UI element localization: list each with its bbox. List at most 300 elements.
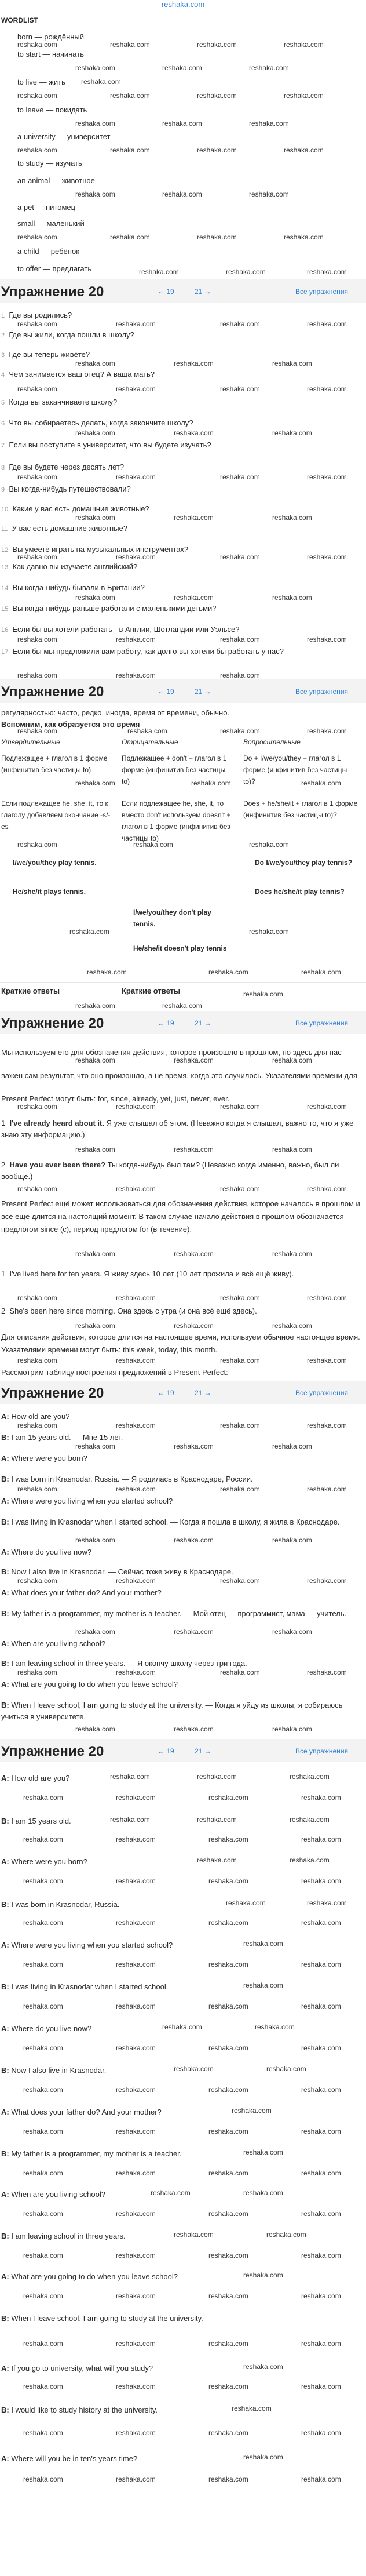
watermark: reshaka.com [272, 1628, 312, 1636]
prev-exercise-button[interactable]: ← 19 [158, 687, 174, 696]
next-exercise-number: 21 [195, 1389, 203, 1397]
watermark: reshaka.com [139, 268, 179, 276]
watermark: reshaka.com [284, 233, 324, 241]
line-text: Where were you born? [11, 1454, 87, 1462]
dialogue-line [1, 2189, 105, 2200]
speaker: A: [1, 1454, 9, 1462]
watermark: reshaka.com [116, 473, 156, 481]
line-text: I would like to study history at the university. [11, 2406, 158, 2414]
line-text: When I leave school, I am going to study at the university. — Когда я уйду из школы, я собираюсь учиться в университете. [1, 1701, 343, 1721]
example-en: Have you ever been there? [9, 1160, 105, 1169]
watermark: reshaka.com [220, 320, 260, 328]
question-text: Что вы собираетесь делать, когда закончите школу? [9, 419, 193, 427]
watermark: reshaka.com [301, 1919, 341, 1927]
watermark: reshaka.com [220, 1185, 260, 1193]
next-exercise-number: 21 [195, 687, 203, 696]
watermark: reshaka.com [307, 385, 347, 393]
watermark: reshaka.com [307, 1421, 347, 1429]
prev-exercise-number: 19 [166, 1389, 174, 1397]
watermark: reshaka.com [301, 2429, 341, 2437]
line-text: Where do you live now? [11, 1548, 92, 1556]
question-number: 13 [1, 564, 9, 571]
question-number: 1 [1, 312, 5, 319]
question-number: 11 [1, 526, 8, 533]
watermark: reshaka.com [75, 1628, 115, 1636]
question-item [1, 504, 149, 513]
question-item [1, 625, 240, 634]
watermark: reshaka.com [249, 119, 289, 128]
wordlist-item: to live — жить [17, 78, 65, 86]
watermark: reshaka.com [232, 2404, 272, 2413]
watermark: reshaka.com [272, 1322, 312, 1330]
next-exercise-button[interactable]: 21 → [195, 687, 211, 696]
table-cell: Если подлежащее he, she, it, то к глаголу добавляем окончание -s/-es [1, 799, 111, 831]
watermark: reshaka.com [301, 779, 341, 787]
dialogue-line [1, 1700, 360, 1723]
watermark: reshaka.com [220, 1421, 260, 1429]
watermark: reshaka.com [23, 1960, 63, 1969]
watermark: reshaka.com [174, 594, 214, 602]
example-en: I've already heard about it. [9, 1119, 104, 1127]
watermark: reshaka.com [266, 2065, 306, 2073]
speaker: B: [1, 2232, 9, 2240]
watermark: reshaka.com [301, 2382, 341, 2391]
table-cell: Подлежащее + don't + глагол в 1 форме (инфинитив без частицы to) [122, 754, 227, 785]
line-text: What does your father do? And your mother? [11, 2108, 162, 2116]
line-text: Where were you living when you started school? [11, 1941, 173, 1949]
watermark: reshaka.com [17, 1103, 57, 1111]
question-number: 4 [1, 372, 5, 379]
watermark: reshaka.com [272, 359, 312, 368]
watermark: reshaka.com [17, 1294, 57, 1302]
watermark: reshaka.com [174, 514, 214, 522]
wordlist-item: a pet — питомец [17, 203, 76, 212]
speaker: B: [1, 1817, 9, 1825]
speaker: B: [1, 1900, 9, 1909]
watermark: reshaka.com [110, 41, 150, 49]
question-item [1, 463, 124, 471]
watermark: reshaka.com [272, 1442, 312, 1450]
question-number: 6 [1, 420, 5, 427]
watermark: reshaka.com [220, 671, 260, 679]
watermark: reshaka.com [151, 2189, 191, 2197]
table-cell: Если подлежащее he, she, it, то вместо don't используем doesn't + глагол в 1 форме (инфинитив без частицы to) [122, 799, 231, 842]
watermark: reshaka.com [116, 635, 156, 643]
watermark: reshaka.com [284, 41, 324, 49]
watermark: reshaka.com [174, 1145, 214, 1154]
watermark: reshaka.com [75, 190, 115, 198]
watermark: reshaka.com [301, 2169, 341, 2177]
watermark: reshaka.com [220, 727, 260, 735]
watermark: reshaka.com [174, 1536, 214, 1544]
speaker: B: [1, 2406, 9, 2414]
watermark: reshaka.com [75, 119, 115, 128]
watermark: reshaka.com [110, 146, 150, 154]
watermark: reshaka.com [197, 1815, 237, 1824]
watermark: reshaka.com [220, 385, 260, 393]
watermark: reshaka.com [23, 1793, 63, 1802]
watermark: reshaka.com [162, 119, 202, 128]
pp-example: 1 I've already heard about it. Я уже слышал об этом. (Неважно когда я слышал, важно то, что я уже знаю эту информацию.) [1, 1119, 354, 1139]
wordlist-item: a child — ребёнок [17, 247, 79, 256]
watermark: reshaka.com [243, 2271, 283, 2279]
grammar-subtitle: Вспомним, как образуется это время [1, 720, 140, 729]
watermark: reshaka.com [174, 1628, 214, 1636]
speaker: B: [1, 2314, 9, 2323]
exercise-title: Упражнение 20 [1, 684, 104, 700]
watermark: reshaka.com [307, 1485, 347, 1493]
watermark: reshaka.com [17, 473, 57, 481]
line-text: I am 15 years old. [11, 1817, 71, 1825]
watermark: reshaka.com [116, 1668, 156, 1676]
watermark: reshaka.com [301, 1835, 341, 1843]
next-exercise-button[interactable]: 21 → [195, 1747, 211, 1755]
watermark: reshaka.com [75, 1725, 115, 1733]
watermark: reshaka.com [17, 1421, 57, 1429]
watermark: reshaka.com [174, 1056, 214, 1064]
watermark: reshaka.com [301, 2127, 341, 2135]
question-number: 3 [1, 352, 5, 359]
watermark: reshaka.com [307, 268, 347, 276]
dialogue-line [1, 2404, 158, 2416]
watermark: reshaka.com [23, 2210, 63, 2218]
watermark: reshaka.com [75, 779, 115, 787]
watermark: reshaka.com [301, 2044, 341, 2052]
watermark: reshaka.com [17, 385, 57, 393]
question-text: Вы когда-нибудь бывали в Британии? [12, 583, 145, 592]
watermark: reshaka.com [220, 1294, 260, 1302]
question-text: Вы умеете играть на музыкальных инструментах? [12, 545, 189, 554]
speaker: B: [1, 1659, 9, 1668]
watermark: reshaka.com [208, 2169, 248, 2177]
speaker: A: [1, 2190, 9, 2199]
watermark: reshaka.com [208, 1919, 248, 1927]
watermark: reshaka.com [23, 2002, 63, 2010]
watermark: reshaka.com [208, 2044, 248, 2052]
question-text: Когда вы заканчиваете школу? [9, 398, 118, 406]
watermark: reshaka.com [116, 2382, 156, 2391]
watermark: reshaka.com [307, 473, 347, 481]
watermark: reshaka.com [17, 1485, 57, 1493]
speaker: A: [1, 1774, 9, 1782]
watermark: reshaka.com [290, 1773, 330, 1781]
speaker: B: [1, 1475, 9, 1483]
dialogue-line [1, 1608, 360, 1620]
watermark: reshaka.com [197, 146, 237, 154]
watermark: reshaka.com [23, 2251, 63, 2260]
watermark: reshaka.com [301, 2292, 341, 2300]
watermark: reshaka.com [174, 2065, 214, 2073]
question-number: 10 [1, 506, 9, 513]
watermark: reshaka.com [243, 2189, 283, 2197]
exercise-title: Упражнение 20 [1, 1744, 104, 1759]
watermark: reshaka.com [17, 727, 57, 735]
watermark: reshaka.com [290, 1856, 330, 1864]
short-answers-header: Краткие ответы [122, 987, 181, 995]
watermark: reshaka.com [191, 779, 231, 787]
question-item [1, 604, 217, 613]
watermark: reshaka.com [197, 233, 237, 241]
line-text: How old are you? [11, 1774, 70, 1782]
next-exercise-number: 21 [195, 1747, 203, 1755]
watermark: reshaka.com [249, 927, 289, 936]
dialogue-line [1, 1473, 360, 1485]
question-number: 14 [1, 585, 9, 592]
watermark: reshaka.com [307, 1356, 347, 1365]
watermark: reshaka.com [208, 2382, 248, 2391]
all-exercises-link[interactable]: Все упражнения [295, 1747, 349, 1755]
watermark: reshaka.com [272, 594, 312, 602]
site-link[interactable]: reshaka.com [161, 0, 205, 9]
example-ru: Она здесь с утра (и она всё ещё здесь). [117, 1307, 257, 1315]
watermark: reshaka.com [174, 1725, 214, 1733]
speaker: A: [1, 2364, 9, 2373]
watermark: reshaka.com [116, 1577, 156, 1585]
watermark: reshaka.com [116, 2429, 156, 2437]
pp-paragraph: Мы используем его для обозначения действия, которое произошло в прошлом, но здесь для нас важен сам результат, что оно произошло, а не время, когда это случилось. Указателями времени для Present Perfect могут быть: for, since, already, yet, just, never, ever. [1, 1048, 357, 1103]
watermark: reshaka.com [75, 1145, 115, 1154]
watermark: reshaka.com [197, 1856, 237, 1864]
question-text: Вы когда-нибудь путешествовали? [9, 485, 131, 493]
pp-example: 2 Have you ever been there? Ты когда-нибудь был там? (Неважно когда именно, важно, был ли вообще.) [1, 1160, 339, 1181]
prev-exercise-button[interactable]: ← 19 [158, 1019, 174, 1027]
watermark: reshaka.com [243, 1940, 283, 1948]
watermark: reshaka.com [220, 553, 260, 561]
watermark: reshaka.com [110, 1815, 150, 1824]
speaker: B: [1, 1609, 9, 1618]
watermark: reshaka.com [116, 1919, 156, 1927]
watermark: reshaka.com [284, 146, 324, 154]
speaker: A: [1, 1941, 9, 1949]
dialogue-line [1, 1453, 360, 1464]
wordlist-item: an animal — животное [17, 176, 95, 185]
watermark: reshaka.com [162, 1002, 202, 1010]
watermark: reshaka.com [301, 1877, 341, 1885]
watermark: reshaka.com [243, 2453, 283, 2461]
watermark: reshaka.com [208, 2429, 248, 2437]
watermark: reshaka.com [162, 2023, 202, 2031]
question-text: Где вы жили, когда пошли в школу? [9, 330, 134, 339]
watermark: reshaka.com [272, 1056, 312, 1064]
watermark: reshaka.com [301, 2251, 341, 2260]
table-cell: He/she/it plays tennis. [13, 887, 86, 896]
watermark: reshaka.com [220, 1485, 260, 1493]
watermark: reshaka.com [272, 1725, 312, 1733]
speaker: B: [1, 2066, 9, 2075]
watermark: reshaka.com [249, 64, 289, 72]
speaker: A: [1, 2024, 9, 2033]
watermark: reshaka.com [116, 1421, 156, 1429]
exercise-header [0, 1011, 366, 1034]
dialogue-line [1, 1587, 360, 1599]
prev-exercise-button[interactable]: ← 19 [158, 1747, 174, 1755]
next-exercise-number: 21 [195, 1019, 203, 1027]
watermark: reshaka.com [197, 1773, 237, 1781]
watermark: reshaka.com [110, 233, 150, 241]
next-exercise-button[interactable]: 21 → [195, 288, 211, 296]
question-item [1, 441, 211, 449]
question-text: Чем занимается ваш отец? А ваша мать? [9, 370, 155, 379]
watermark: reshaka.com [307, 320, 347, 328]
watermark: reshaka.com [174, 1322, 214, 1330]
watermark: reshaka.com [75, 1002, 115, 1010]
watermark: reshaka.com [220, 1103, 260, 1111]
pp-example: 2 She's been here since morning. Она здесь с утра (и она всё ещё здесь). [1, 1307, 257, 1315]
question-text: Где вы теперь живёте? [9, 350, 90, 359]
watermark: reshaka.com [174, 429, 214, 437]
grammar-intro: регулярностью: часто, редко, иногда, время от времени, обычно. [1, 708, 230, 717]
watermark: reshaka.com [220, 1356, 260, 1365]
watermark: reshaka.com [23, 2086, 63, 2094]
dialogue-line [1, 1981, 168, 1993]
watermark: reshaka.com [23, 2044, 63, 2052]
next-exercise-button[interactable]: 21 → [195, 1019, 211, 1027]
watermark: reshaka.com [116, 1103, 156, 1111]
watermark: reshaka.com [17, 671, 57, 679]
watermark: reshaka.com [75, 64, 115, 72]
table-header-negative: Отрицательные [122, 738, 178, 746]
exercise-title: Упражнение 20 [1, 1016, 104, 1031]
question-number: 9 [1, 486, 5, 493]
watermark: reshaka.com [75, 1250, 115, 1258]
wordlist-item: to leave — покидать [17, 105, 87, 114]
watermark: reshaka.com [208, 2086, 248, 2094]
line-text: What are you going to do when you leave school? [11, 2272, 178, 2281]
line-text: When are you living school? [11, 1639, 105, 1648]
watermark: reshaka.com [110, 92, 150, 100]
watermark: reshaka.com [220, 1577, 260, 1585]
all-exercises-link[interactable]: Все упражнения [295, 1019, 349, 1027]
watermark: reshaka.com [255, 2023, 295, 2031]
dialogue-line [1, 2148, 181, 2160]
watermark: reshaka.com [307, 553, 347, 561]
watermark: reshaka.com [17, 41, 57, 49]
watermark: reshaka.com [243, 2363, 283, 2371]
question-number: 7 [1, 442, 5, 449]
table-cell: Does he/she/it play tennis? [255, 887, 345, 896]
line-text: My father is a programmer, my mother is a teacher. [11, 2149, 182, 2158]
line-text: Where will you be in ten's years time? [11, 2454, 138, 2463]
watermark: reshaka.com [116, 1835, 156, 1843]
question-text: Где вы родились? [9, 311, 72, 319]
speaker: A: [1, 1639, 9, 1648]
watermark: reshaka.com [208, 2002, 248, 2010]
line-text: I am 15 years old. — Мне 15 лет. [11, 1433, 123, 1442]
watermark: reshaka.com [75, 1056, 115, 1064]
speaker: A: [1, 1412, 9, 1421]
dialogue-line [1, 2271, 178, 2283]
question-item [1, 583, 145, 592]
all-exercises-link[interactable]: Все упражнения [295, 288, 349, 296]
line-text: What does your father do? And your mother? [11, 1588, 162, 1597]
prev-exercise-button[interactable]: ← 19 [158, 1389, 174, 1397]
question-item [1, 370, 155, 379]
line-text: If you go to university, what will you study? [11, 2364, 153, 2373]
dialogue-line [1, 1638, 360, 1650]
watermark: reshaka.com [116, 2292, 156, 2300]
watermark: reshaka.com [127, 727, 167, 735]
watermark: reshaka.com [116, 2475, 156, 2483]
watermark: reshaka.com [208, 2292, 248, 2300]
all-exercises-link[interactable]: Все упражнения [295, 1389, 349, 1397]
wordlist-item: to study — изучать [17, 159, 82, 168]
watermark: reshaka.com [17, 320, 57, 328]
pp-paragraph: Present Perfect ещё может использоваться для обозначения действия, которое началось в прошлом и всё ещё длится на настоящий момент. В таком случае начало действия в прошлом обозначается предлогом since (с), период предлогом for (в течение). [1, 1199, 360, 1234]
dialogue-line [1, 1773, 70, 1784]
speaker: B: [1, 2149, 9, 2158]
exercise-header [0, 279, 366, 303]
watermark: reshaka.com [197, 92, 237, 100]
watermark: reshaka.com [75, 359, 115, 368]
table-cell: Does + he/she/it + глагол в 1 форме (инфинитив без частицы to)? [243, 799, 358, 819]
watermark: reshaka.com [116, 2127, 156, 2135]
dialogue-line [1, 2453, 137, 2465]
speaker: A: [1, 1857, 9, 1866]
watermark: reshaka.com [174, 359, 214, 368]
line-text: Now I also live in Krasnodar. — Сейчас тоже живу в Краснодаре. [11, 1567, 233, 1576]
next-exercise-number: 21 [195, 288, 203, 296]
watermark: reshaka.com [75, 1536, 115, 1544]
watermark: reshaka.com [116, 2251, 156, 2260]
watermark: reshaka.com [23, 1919, 63, 1927]
next-exercise-button[interactable]: 21 → [195, 1389, 211, 1397]
table-cell: Подлежащее + глагол в 1 форме (инфинитив без частицы to) [1, 754, 108, 774]
wordlist-item: to offer — предлагать [17, 264, 92, 273]
watermark: reshaka.com [208, 1877, 248, 1885]
watermark: reshaka.com [226, 1899, 266, 1907]
exercise-header [0, 1381, 366, 1404]
watermark: reshaka.com [266, 2231, 306, 2239]
line-text: I was born in Krasnodar, Russia. — Я родилась в Краснодаре, России. [11, 1475, 253, 1483]
watermark: reshaka.com [307, 1899, 347, 1907]
example-en: I've lived here for ten years. [9, 1269, 102, 1278]
dialogue-line [1, 1432, 360, 1443]
line-text: Now I also live in Krasnodar. [11, 2066, 107, 2075]
watermark: reshaka.com [232, 2106, 272, 2115]
speaker: B: [1, 1567, 9, 1576]
dialogue-line [1, 2106, 162, 2118]
line-text: When I leave school, I am going to study at the university. [11, 2314, 203, 2323]
all-exercises-link[interactable]: Все упражнения [295, 687, 349, 696]
watermark: reshaka.com [17, 635, 57, 643]
line-text: I was living in Krasnodar when I started school. [11, 1982, 169, 1991]
watermark: reshaka.com [17, 146, 57, 154]
speaker: A: [1, 1497, 9, 1505]
watermark: reshaka.com [17, 92, 57, 100]
watermark: reshaka.com [17, 1577, 57, 1585]
dialogue-line [1, 2023, 92, 2035]
question-text: Как давно вы изучаете английский? [12, 562, 138, 571]
line-text: I am leaving school in three years. [11, 2232, 126, 2240]
watermark: reshaka.com [174, 1250, 214, 1258]
table-cell: He/she/it doesn't play tennis [133, 944, 227, 952]
exercise-title: Упражнение 20 [1, 1385, 104, 1401]
table-cell: Do I/we/you/they play tennis? [255, 858, 353, 867]
dialogue-line [1, 1566, 360, 1578]
watermark: reshaka.com [23, 2475, 63, 2483]
table-header-question: Вопросительные [243, 738, 301, 746]
question-item [1, 485, 131, 493]
question-text: Вы когда-нибудь раньше работали с маленькими детьми? [12, 604, 217, 613]
watermark: reshaka.com [208, 1835, 248, 1843]
line-text: I was born in Krasnodar, Russia. [11, 1900, 120, 1909]
prev-exercise-button[interactable]: ← 19 [158, 288, 174, 296]
dialogue-line [1, 2363, 153, 2374]
watermark: reshaka.com [133, 841, 173, 849]
watermark: reshaka.com [23, 1835, 63, 1843]
short-answers-header: Краткие ответы [1, 987, 60, 995]
line-text: My father is a programmer, my mother is a teacher. — Мой отец — программист, мама — учитель. [11, 1609, 347, 1618]
